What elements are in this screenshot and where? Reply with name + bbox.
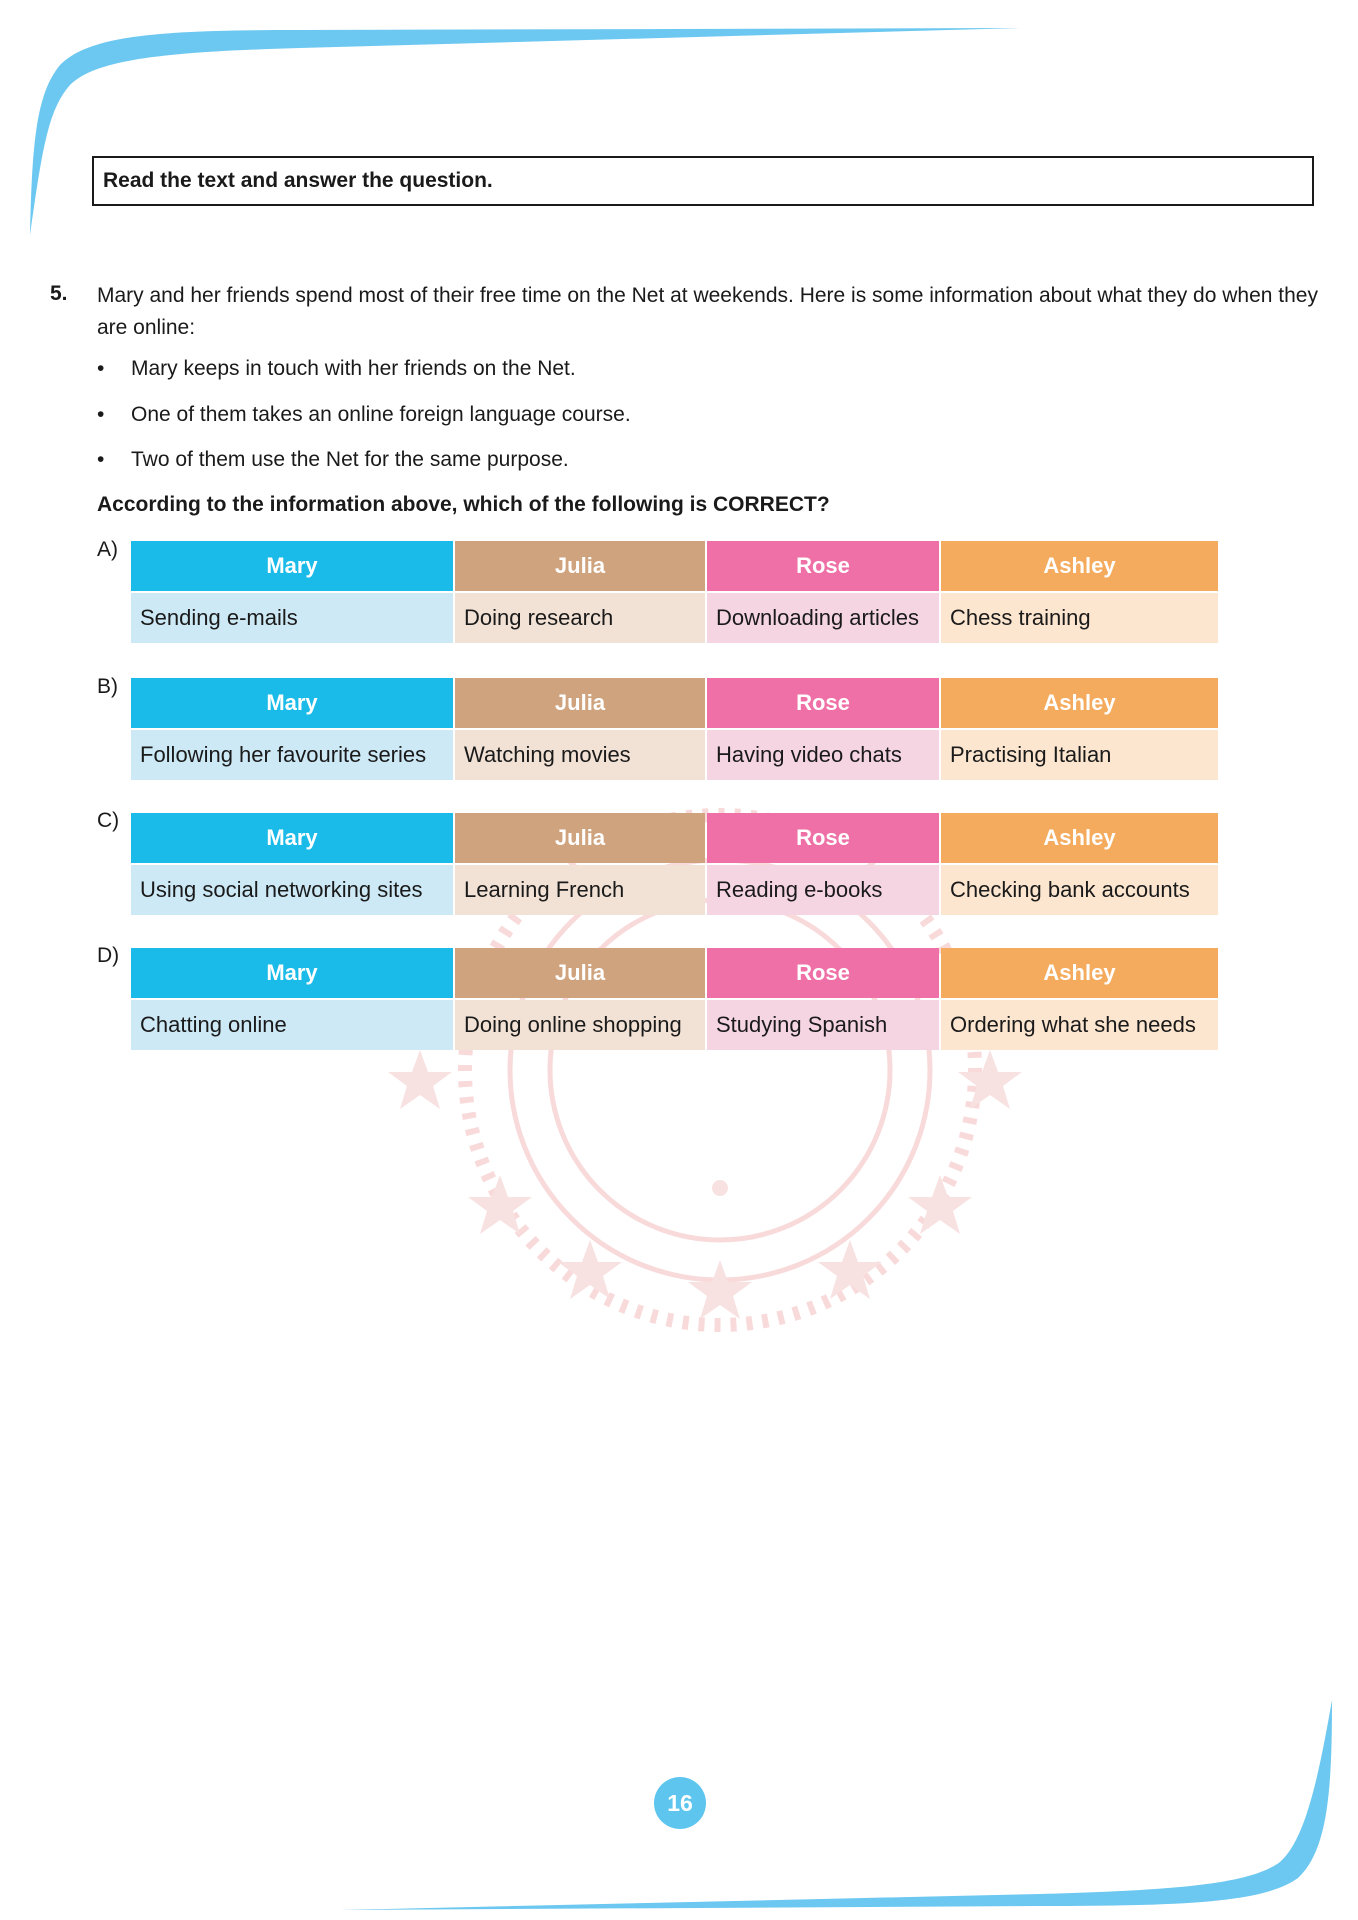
- table-header-row: [131, 541, 1218, 593]
- cell-rose: Downloading articles: [707, 593, 939, 643]
- cell-rose: Reading e-books: [707, 865, 939, 915]
- table-header-row: [131, 678, 1218, 730]
- cell-mary: Using social networking sites: [131, 865, 453, 915]
- bullet-text: Mary keeps in touch with her friends on the Net.: [131, 357, 576, 380]
- question-text: Mary and her friends spend most of their free time on the Net at weekends. Here is some information about what they do when they are online:: [97, 284, 1318, 339]
- header-mary: Mary: [131, 948, 453, 998]
- cell-mary: Chatting online: [131, 1000, 453, 1050]
- header-mary: Mary: [131, 678, 453, 728]
- bullet-dot: •: [97, 448, 105, 471]
- cell-mary: Following her favourite series: [131, 730, 453, 780]
- option-c-table[interactable]: [131, 813, 1218, 915]
- header-julia: Julia: [455, 678, 705, 728]
- cell-julia: Doing online shopping: [455, 1000, 705, 1050]
- header-ashley: Ashley: [941, 678, 1218, 728]
- cell-julia: Learning French: [455, 865, 705, 915]
- header-rose: Rose: [707, 541, 939, 591]
- option-a-table[interactable]: [131, 541, 1218, 643]
- table-row: [131, 593, 1218, 643]
- cell-rose: Studying Spanish: [707, 1000, 939, 1050]
- page-number-badge: 16: [654, 1777, 706, 1829]
- cell-rose: Having video chats: [707, 730, 939, 780]
- option-d-table[interactable]: [131, 948, 1218, 1050]
- instruction-box: Read the text and answer the question.: [92, 156, 1314, 206]
- cell-ashley: Chess training: [941, 593, 1218, 643]
- bullet-dot: •: [97, 403, 105, 426]
- header-ashley: Ashley: [941, 948, 1218, 998]
- header-julia: Julia: [455, 813, 705, 863]
- header-julia: Julia: [455, 948, 705, 998]
- header-rose: Rose: [707, 948, 939, 998]
- header-julia: Julia: [455, 541, 705, 591]
- table-header-row: [131, 813, 1218, 865]
- question-prompt: According to the information above, which of the following is CORRECT?: [97, 493, 830, 516]
- cell-ashley: Checking bank accounts: [941, 865, 1218, 915]
- option-c-label[interactable]: C): [97, 809, 120, 832]
- header-mary: Mary: [131, 541, 453, 591]
- option-a-label[interactable]: A): [97, 538, 118, 561]
- header-ashley: Ashley: [941, 813, 1218, 863]
- bullet-text: One of them takes an online foreign language course.: [131, 403, 631, 426]
- header-mary: Mary: [131, 813, 453, 863]
- cell-mary: Sending e-mails: [131, 593, 453, 643]
- option-b-table[interactable]: [131, 678, 1218, 780]
- option-d-label[interactable]: D): [97, 944, 120, 967]
- header-rose: Rose: [707, 678, 939, 728]
- table-header-row: [131, 948, 1218, 1000]
- cell-ashley: Ordering what she needs: [941, 1000, 1218, 1050]
- bullet-text: Two of them use the Net for the same purpose.: [131, 448, 569, 471]
- header-ashley: Ashley: [941, 541, 1218, 591]
- table-row: [131, 1000, 1218, 1050]
- bullet-dot: •: [97, 357, 105, 380]
- cell-ashley: Practising Italian: [941, 730, 1218, 780]
- header-rose: Rose: [707, 813, 939, 863]
- cell-julia: Watching movies: [455, 730, 705, 780]
- option-b-label[interactable]: B): [97, 675, 118, 698]
- table-row: [131, 865, 1218, 915]
- question-number: 5.: [50, 282, 68, 305]
- cell-julia: Doing research: [455, 593, 705, 643]
- table-row: [131, 730, 1218, 780]
